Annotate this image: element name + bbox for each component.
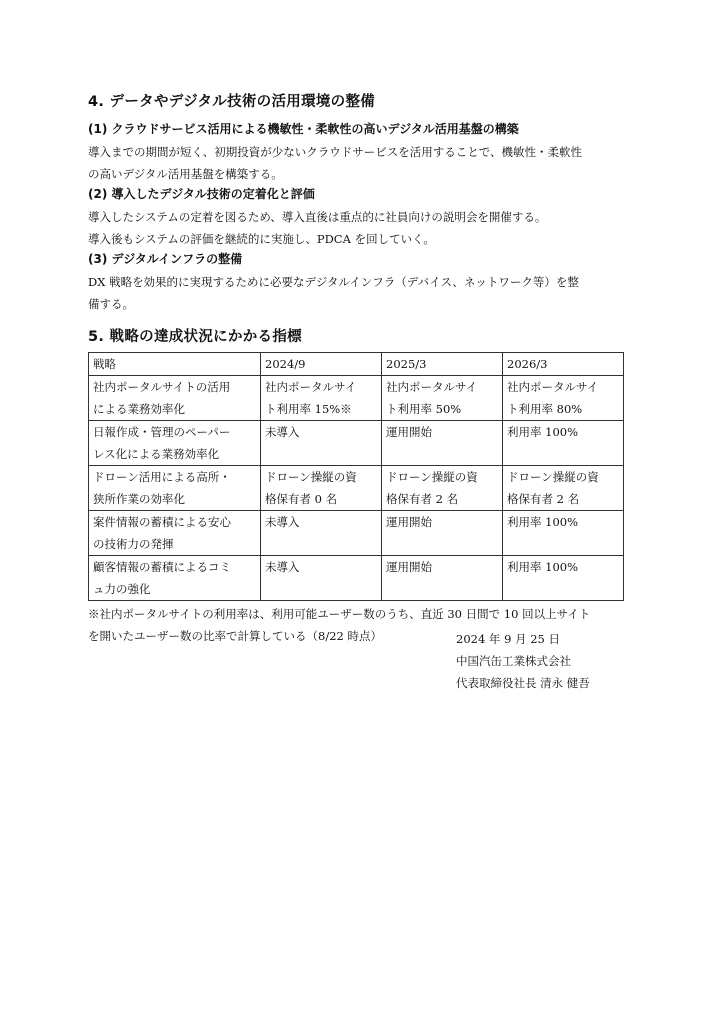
cell-line: 運用開始: [386, 560, 432, 574]
cell-line: 社内ポータルサイ: [265, 380, 357, 394]
indicator-table: [88, 352, 624, 601]
table-row: [89, 376, 624, 421]
cell-line: 運用開始: [386, 425, 432, 439]
table-cell: [503, 421, 624, 466]
table-row: [89, 421, 624, 466]
cell-line: ドローン操縦の資: [507, 470, 599, 484]
cell-line: 未導入: [265, 425, 300, 439]
table-footnote: ※社内ポータルサイトの利用率は、利用可能ユーザー数のうち、直近 30 日間で 10 回以上サイト: [88, 607, 591, 621]
table-cell: [503, 376, 624, 421]
table-header: 2024/9: [261, 353, 382, 376]
signature-date: 2024 年 9 月 25 日: [456, 632, 560, 646]
table-cell: [261, 376, 382, 421]
table-cell: [89, 511, 261, 556]
cell-line: ドローン活用による高所・: [93, 470, 231, 484]
table-cell: [261, 511, 382, 556]
cell-line: ドローン操縦の資: [265, 470, 357, 484]
cell-line: 社内ポータルサイ: [507, 380, 599, 394]
section-4-1-line: 導入までの期間が短く、初期投資が少ないクラウドサービスを活用することで、機敏性・柔軟性: [88, 145, 583, 159]
cell-line: ト利用率 15%※: [265, 402, 352, 416]
cell-line: 社内ポータルサイトの活用: [93, 380, 231, 394]
cell-line: 運用開始: [386, 515, 432, 529]
table-cell: [89, 556, 261, 601]
table-cell: [382, 511, 503, 556]
section-4-3-line: DX 戦略を効果的に実現するために必要なデジタルインフラ（デバイス、ネットワーク等）を整: [88, 275, 579, 289]
cell-line: 格保有者 2 名: [386, 492, 459, 506]
cell-line: 未導入: [265, 515, 300, 529]
document-body: [88, 90, 628, 647]
section-4-2-line: 導入後もシステムの評価を継続的に実施し、PDCA を回していく。: [88, 232, 435, 246]
cell-line: 日報作成・管理のペーパー: [93, 425, 231, 439]
table-header: 戦略: [89, 353, 261, 376]
table-cell: [503, 466, 624, 511]
cell-line: 未導入: [265, 560, 300, 574]
table-cell: [261, 466, 382, 511]
cell-line: の技術力の発揮: [93, 537, 174, 551]
table-cell: [89, 466, 261, 511]
table-header: 2025/3: [382, 353, 503, 376]
section-4-2-heading: (2) 導入したデジタル技術の定着化と評価: [88, 187, 315, 201]
cell-line: ト利用率 50%: [386, 402, 462, 416]
section-4-title: 4. データやデジタル技術の活用環境の整備: [88, 94, 376, 110]
cell-line: 格保有者 2 名: [507, 492, 580, 506]
table-cell: [261, 421, 382, 466]
table-cell: [503, 556, 624, 601]
cell-line: レス化による業務効率化: [93, 447, 220, 461]
section-5-title: 5. 戦略の達成状況にかかる指標: [88, 329, 302, 345]
cell-line: 狭所作業の効率化: [93, 492, 185, 506]
cell-line: 利用率 100%: [507, 425, 579, 439]
cell-line: 案件情報の蓄積による安心: [93, 515, 231, 529]
table-cell: [382, 421, 503, 466]
cell-line: による業務効率化: [93, 402, 185, 416]
section-4-3-heading: (3) デジタルインフラの整備: [88, 252, 243, 266]
table-row: [89, 466, 624, 511]
signature-representative: 代表取締役社長 清永 健吾: [456, 676, 590, 690]
cell-line: 顧客情報の蓄積によるコミ: [93, 560, 231, 574]
table-cell: [382, 556, 503, 601]
signature-company: 中国汽缶工業株式会社: [456, 654, 571, 668]
table-cell: [89, 376, 261, 421]
table-header-row: [89, 353, 624, 376]
table-header: 2026/3: [503, 353, 624, 376]
section-4-2-line: 導入したシステムの定着を図るため、導入直後は重点的に社員向けの説明会を開催する。: [88, 210, 547, 224]
table-cell: [382, 466, 503, 511]
cell-line: 利用率 100%: [507, 515, 579, 529]
cell-line: 格保有者 0 名: [265, 492, 338, 506]
section-4-1-heading: (1) クラウドサービス活用による機敏性・柔軟性の高いデジタル活用基盤の構築: [88, 122, 519, 136]
table-cell: [261, 556, 382, 601]
cell-line: ドローン操縦の資: [386, 470, 478, 484]
table-row: [89, 556, 624, 601]
cell-line: ト利用率 80%: [507, 402, 583, 416]
table-cell: [89, 421, 261, 466]
signature-block: [456, 628, 590, 694]
cell-line: ュ力の強化: [93, 582, 151, 596]
section-4-1-line: の高いデジタル活用基盤を構築する。: [88, 167, 283, 181]
table-row: [89, 511, 624, 556]
table-footnote: を開いたユーザー数の比率で計算している（8/22 時点）: [88, 629, 382, 643]
cell-line: 利用率 100%: [507, 560, 579, 574]
table-cell: [503, 511, 624, 556]
table-cell: [382, 376, 503, 421]
section-4-3-line: 備する。: [88, 297, 134, 311]
cell-line: 社内ポータルサイ: [386, 380, 478, 394]
